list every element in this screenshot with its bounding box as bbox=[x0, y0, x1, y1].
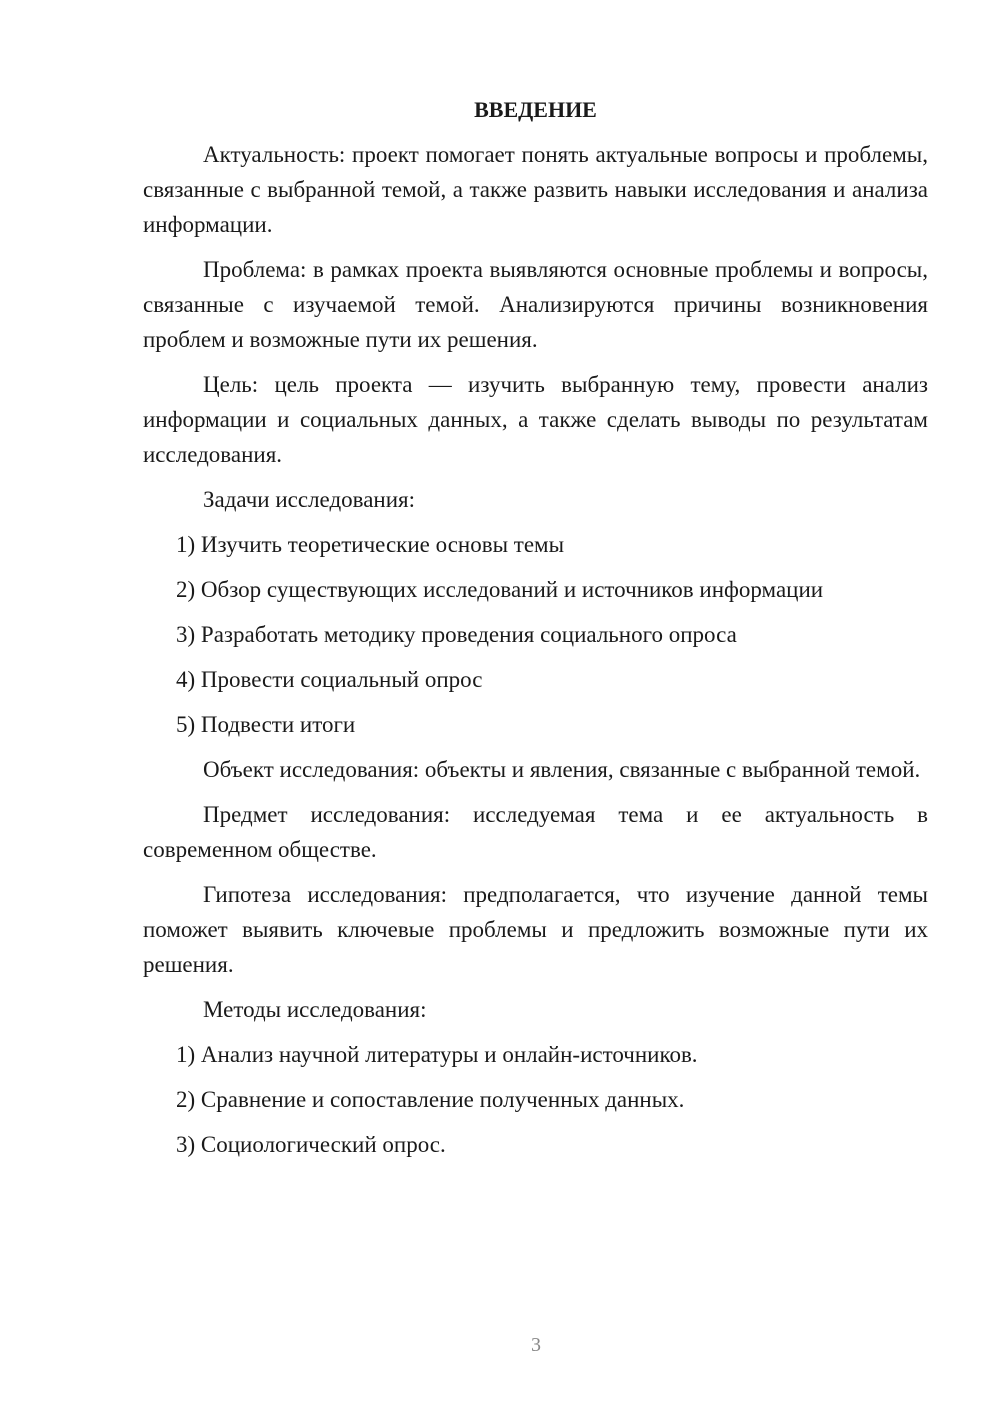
tasks-heading: Задачи исследования: bbox=[203, 487, 416, 512]
list-item: 3) Социологический опрос. bbox=[176, 1132, 446, 1157]
paragraph-object: Объект исследования: объекты и явления, связанные с выбранной темой. bbox=[203, 757, 921, 782]
page-number: 3 bbox=[531, 1334, 541, 1356]
methods-list bbox=[143, 1037, 928, 1162]
methods-heading: Методы исследования: bbox=[203, 997, 427, 1022]
list-item: 1) Изучить теоретические основы темы bbox=[176, 532, 565, 557]
page-title: ВВЕДЕНИЕ bbox=[474, 97, 597, 122]
tasks-list bbox=[143, 527, 928, 742]
paragraph-hypothesis: Гипотеза исследования: предполагается, что изучение данной темы поможет выявить ключевые проблемы и предложить возможные пути их решения. bbox=[143, 882, 928, 977]
paragraph-goal: Цель: цель проекта — изучить выбранную тему, провести анализ информации и социальных данных, а также сделать выводы по результатам исследования. bbox=[143, 372, 928, 467]
paragraph-subject: Предмет исследования: исследуемая тема и ее актуальность в современном обществе. bbox=[143, 802, 928, 862]
list-item: 5) Подвести итоги bbox=[176, 712, 356, 737]
list-item: 4) Провести социальный опрос bbox=[176, 667, 483, 692]
list-item: 3) Разработать методику проведения социального опроса bbox=[176, 622, 737, 647]
paragraph-problem: Проблема: в рамках проекта выявляются основные проблемы и вопросы, связанные с изучаемой темой. Анализируются причины возникновения проблем и возможные пути их решения. bbox=[143, 257, 928, 352]
paragraph-relevance: Актуальность: проект помогает понять актуальные вопросы и проблемы, связанные с выбранной темой, а также развить навыки исследования и анализа информации. bbox=[143, 142, 928, 237]
list-item: 1) Анализ научной литературы и онлайн-источников. bbox=[176, 1042, 698, 1067]
list-item: 2) Сравнение и сопоставление полученных данных. bbox=[176, 1087, 685, 1112]
list-item: 2) Обзор существующих исследований и источников информации bbox=[176, 577, 824, 602]
page-content bbox=[143, 92, 928, 1172]
